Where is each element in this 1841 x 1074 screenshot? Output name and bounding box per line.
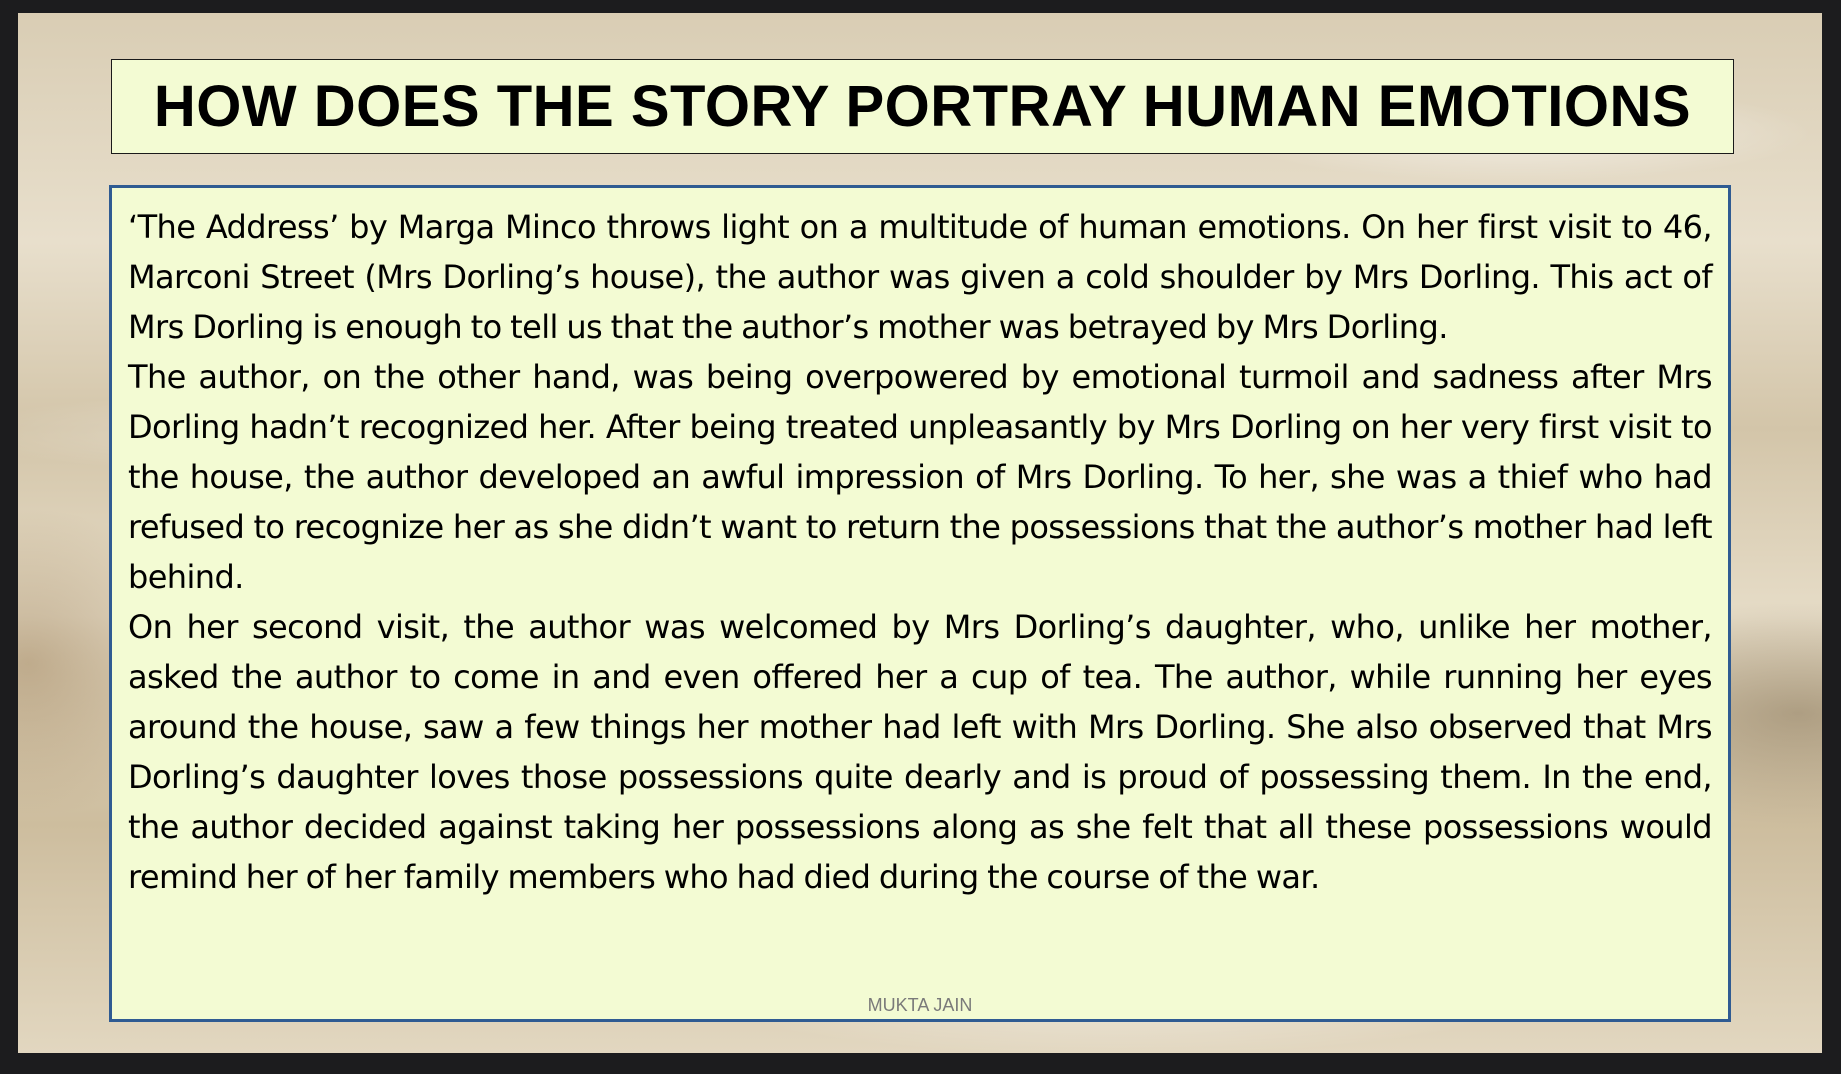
footer-author: MUKTA JAIN (867, 995, 973, 1015)
paragraph-1: ‘The Address’ by Marga Minco throws light on a multitude of human emotions. On her first visit to 46, Marconi Street (Mrs Dorling’s house), the author was given a cold shoulder by Mrs Dorling. This act of Mrs Dorling is enough to tell us that the author’s mother was betrayed by Mrs Dorling. (128, 208, 1712, 346)
slide (18, 13, 1822, 1053)
paragraph-2: The author, on the other hand, was being overpowered by emotional turmoil and sadness after Mrs Dorling hadn’t recognized her. After being treated unpleasantly by Mrs Dorling on her very first visit to the house, the author developed an awful impression of Mrs Dorling. To her, she was a thief who had refused to recognize her as she didn’t want to return the possessions that the author’s mother had left behind. (128, 358, 1712, 596)
slide-title: HOW DOES THE STORY PORTRAY HUMAN EMOTIONS (153, 74, 1692, 139)
title-box (111, 59, 1734, 154)
paragraph-3: On her second visit, the author was welcomed by Mrs Dorling’s daughter, who, unlike her mother, asked the author to come in and even offered her a cup of tea. The author, while running her eyes around the house, saw a few things her mother had left with Mrs Dorling. She also observed that Mrs Dorling’s daughter loves those possessions quite dearly and is proud of possessing them. In the end, the author decided against taking her possessions along as she felt that all these possessions would remind her of her family members who had died during the course of the war. (128, 608, 1712, 896)
content-box (109, 185, 1731, 1022)
